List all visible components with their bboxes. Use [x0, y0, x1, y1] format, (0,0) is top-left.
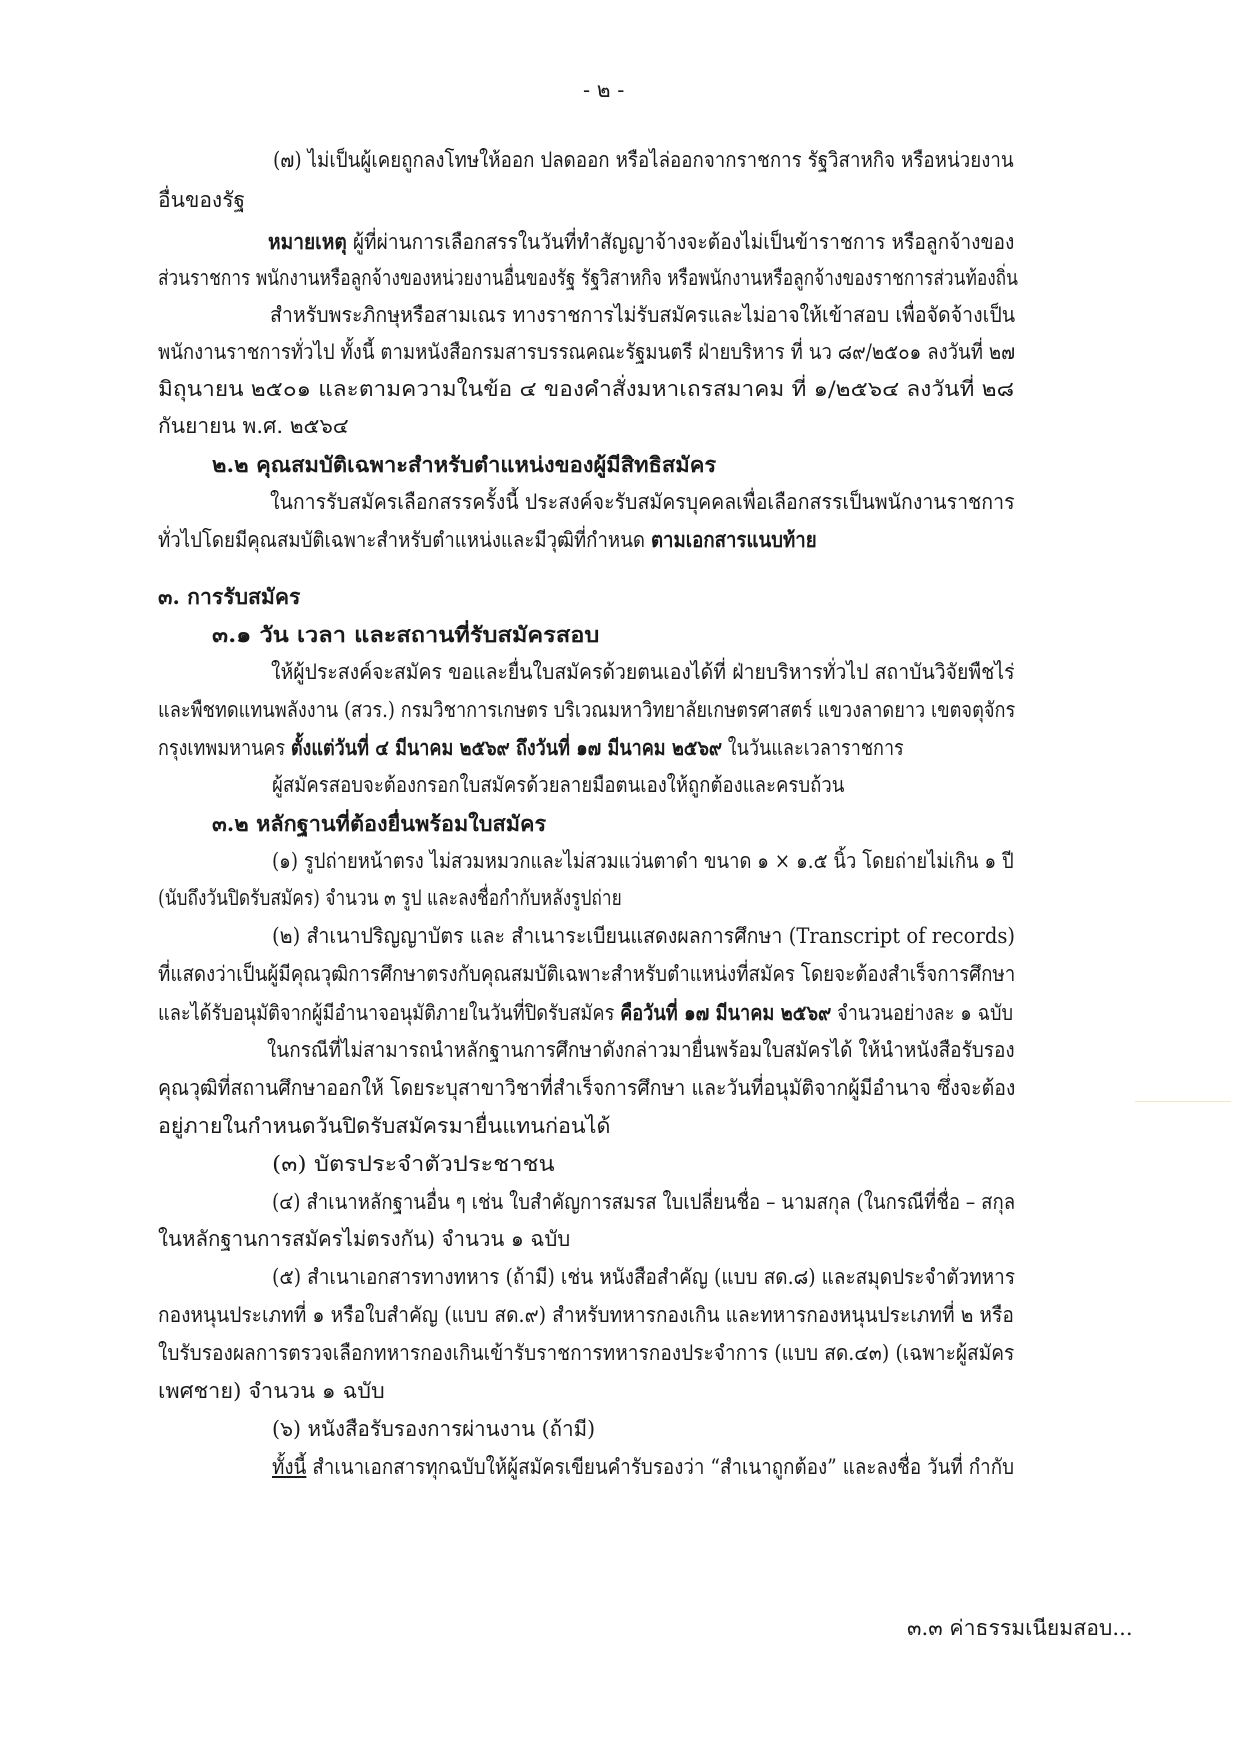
monk-line-1: สำหรับพระภิกษุหรือสามเณร ทางราชการไม่รับสมัครและไม่อาจให้เข้าสอบ เพื่อจัดจ้างเป็น	[270, 303, 1016, 327]
item-5-line-4: เพศชาย) จำนวน ๑ ฉบับ	[158, 1379, 385, 1403]
monk-line-4: กันยายน พ.ศ. ๒๕๖๔	[158, 414, 349, 438]
section-3-1-line-3-tail: ในวันและเวลาราชการ	[722, 736, 904, 760]
next-section-continuation: ๓.๓ ค่าธรรมเนียมสอบ...	[907, 1616, 1133, 1640]
item-3: (๓) บัตรประจำตัวประชาชน	[272, 1152, 555, 1176]
item-6: (๖) หนังสือรับรองการผ่านงาน (ถ้ามี)	[272, 1417, 596, 1441]
item-1-line-1: (๑) รูปถ่ายหน้าตรง ไม่สวมหมวกและไม่สวมแว่นตาดำ ขนาด ๑ × ๑.๕ นิ้ว โดยถ่ายไม่เกิน ๑ ปี	[272, 849, 1014, 873]
qualification-7-line-2: อื่นของรัฐ	[158, 188, 246, 212]
note-line	[272, 1457, 1014, 1478]
remark-line-2: ส่วนราชการ พนักงานหรือลูกจ้างของหน่วยงานอื่นของรัฐ รัฐวิสาหกิจ หรือพนักงานหรือลูกจ้างของราชการส่วนท้องถิ่น	[158, 266, 1018, 290]
item-5-line-3: ใบรับรองผลการตรวจเลือกทหารกองเกินเข้ารับราชการทหารกองประจำการ (แบบ สด.๔๓) (เฉพาะผู้สมัคร	[158, 1341, 1015, 1365]
item-2-line-1: (๒) สำเนาปริญญาบัตร และ สำเนาระเบียนแสดงผลการศึกษา (Transcript of records)	[272, 924, 1016, 948]
item-1-line-2: (นับถึงวันปิดรับสมัคร) จำนวน ๓ รูป และลงชื่อกำกับหลังรูปถ่าย	[158, 886, 622, 910]
section-2-2-line-1: ในการรับสมัครเลือกสรรครั้งนี้ ประสงค์จะรับสมัครบุคคลเพื่อเลือกสรรเป็นพนักงานราชการ	[270, 490, 1015, 514]
section-3-1-line-3	[158, 737, 904, 759]
qualification-7-line-1: (๗) ไม่เป็นผู้เคยถูกลงโทษให้ออก ปลดออก หรือไล่ออกจากราชการ รัฐวิสาหกิจ หรือหน่วยงาน	[273, 148, 1014, 172]
section-2-2-heading: ๒.๒ คุณสมบัติเฉพาะสำหรับตำแหน่งของผู้มีสิทธิสมัคร	[212, 452, 717, 477]
item-4-line-2: ในหลักฐานการสมัครไม่ตรงกัน) จำนวน ๑ ฉบับ	[158, 1227, 571, 1251]
item-2-line-3	[158, 1002, 1013, 1024]
item-4-line-1: (๔) สำเนาหลักฐานอื่น ๆ เช่น ใบสำคัญการสมรส ใบเปลี่ยนชื่อ – นามสกุล (ในกรณีที่ชื่อ – สกุล	[272, 1190, 1016, 1214]
item-5-line-1: (๕) สำเนาเอกสารทางทหาร (ถ้ามี) เช่น หนังสือสำคัญ (แบบ สด.๘) และสมุดประจำตัวทหาร	[272, 1265, 1015, 1289]
margin-line	[1135, 1101, 1231, 1102]
monk-line-2: พนักงานราชการทั่วไป ทั้งนี้ ตามหนังสือกรมสารบรรณคณะรัฐมนตรี ฝ่ายบริหาร ที่ นว ๘๙/๒๕๐๑ ลงวันที่ ๒๗	[158, 340, 1016, 364]
item-2-line-2: ที่แสดงว่าเป็นผู้มีคุณวุฒิการศึกษาตรงกับคุณสมบัติเฉพาะสำหรับตำแหน่งที่สมัคร โดยจะต้องสำเร็จการศึกษา	[158, 962, 1016, 986]
case-line-2: คุณวุฒิที่สถานศึกษาออกให้ โดยระบุสาขาวิชาที่สำเร็จการศึกษา และวันที่อนุมัติจากผู้มีอำนาจ ซึ่งจะต้อง	[158, 1076, 1016, 1100]
section-3-1-line-1: ให้ผู้ประสงค์จะสมัคร ขอและยื่นใบสมัครด้วยตนเองได้ที่ ฝ่ายบริหารทั่วไป สถาบันวิจัยพืชไร่	[271, 660, 1015, 684]
section-2-2-line-2	[158, 529, 817, 551]
remark-text: ผู้ที่ผ่านการเลือกสรรในวันที่ทำสัญญาจ้างจะต้องไม่เป็นข้าราชการ หรือลูกจ้างของ	[346, 230, 1015, 254]
page-number: - ๒ -	[583, 78, 625, 102]
monk-line-3: มิถุนายน ๒๕๐๑ และตามความในข้อ ๔ ของคำสั่งมหาเถรสมาคม ที่ ๑/๒๕๖๔ ลงวันที่ ๒๘	[158, 377, 1015, 401]
note-label: ทั้งนี้	[272, 1455, 307, 1479]
application-period: ตั้งแต่วันที่ ๔ มีนาคม ๒๕๖๙ ถึงวันที่ ๑๗ มีนาคม ๒๕๖๙	[290, 735, 723, 760]
section-3-1-line-4: ผู้สมัครสอบจะต้องกรอกใบสมัครด้วยลายมือตนเองให้ถูกต้องและครบถ้วน	[272, 773, 845, 797]
section-3-1-heading: ๓.๑ วัน เวลา และสถานที่รับสมัครสอบ	[212, 622, 600, 647]
case-line-3: อยู่ภายในกำหนดวันปิดรับสมัครมายื่นแทนก่อนได้	[158, 1114, 611, 1138]
section-3-2-heading: ๓.๒ หลักฐานที่ต้องยื่นพร้อมใบสมัคร	[212, 811, 547, 836]
remark-line-1	[268, 231, 1014, 253]
section-2-2-line-2-text: ทั่วไปโดยมีคุณสมบัติเฉพาะสำหรับตำแหน่งและมีวุฒิที่กำหนด	[158, 528, 651, 552]
remark-label: หมายเหตุ	[268, 229, 347, 254]
case-line-1: ในกรณีที่ไม่สามารถนำหลักฐานการศึกษาดังกล่าวมายื่นพร้อมใบสมัครได้ ให้นำหนังสือรับรอง	[267, 1038, 1015, 1062]
item-2-line-3-tail: จำนวนอย่างละ ๑ ฉบับ	[831, 1001, 1014, 1025]
note-text: สำเนาเอกสารทุกฉบับให้ผู้สมัครเขียนคำรับรองว่า “สำเนาถูกต้อง” และลงชื่อ วันที่ กำกับ	[306, 1455, 1014, 1479]
item-5-line-2: กองหนุนประเภทที่ ๑ หรือใบสำคัญ (แบบ สด.๙) สำหรับทหารกองเกิน และทหารกองหนุนประเภทที่ ๒ หรือ	[158, 1303, 1014, 1327]
section-3-1-line-2: และพืชทดแทนพลังงาน (สวร.) กรมวิชาการเกษตร บริเวณมหาวิทยาลัยเกษตรศาสตร์ แขวงลาดยาว เขตจตุจักร	[158, 698, 1016, 722]
item-2-line-3-text: และได้รับอนุมัติจากผู้มีอำนาจอนุมัติภายในวันที่ปิดรับสมัคร	[158, 1001, 621, 1025]
attachment-reference: ตามเอกสารแนบท้าย	[650, 527, 817, 552]
section-3-heading: ๓. การรับสมัคร	[158, 584, 301, 609]
section-3-1-line-3-text: กรุงเทพมหานคร	[158, 736, 291, 760]
closing-date: คือวันที่ ๑๗ มีนาคม ๒๕๖๙	[620, 1000, 832, 1025]
